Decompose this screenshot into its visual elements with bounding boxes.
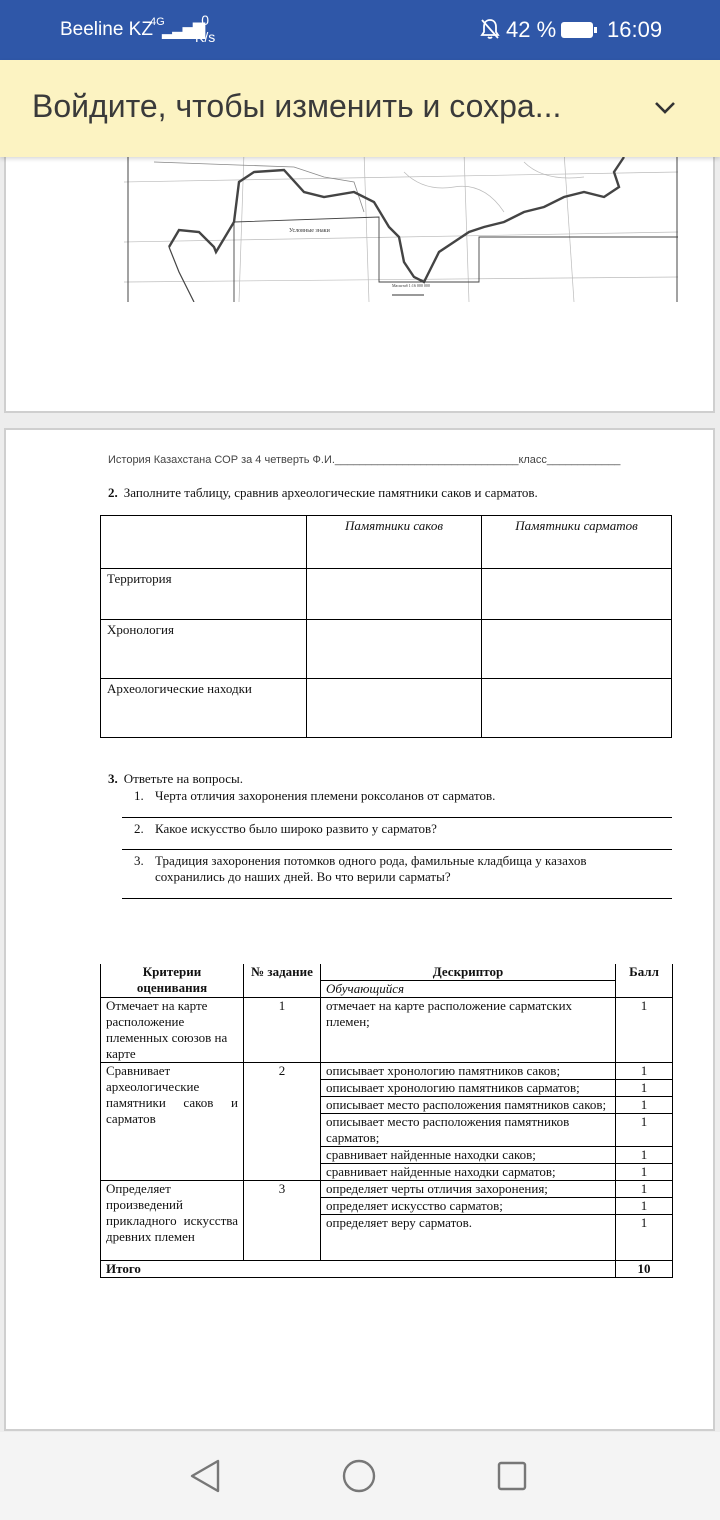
answer-line[interactable] bbox=[122, 817, 672, 818]
score-cell: 1 bbox=[616, 1215, 673, 1261]
table-cell[interactable] bbox=[482, 679, 672, 738]
table-header-empty bbox=[101, 516, 307, 569]
document-header: История Казахстана СОР за 4 четверть Ф.И.______________________________класс____________ bbox=[108, 454, 621, 466]
document-page-2 bbox=[4, 428, 715, 1431]
score-cell: 1 bbox=[616, 1198, 673, 1215]
header-score: Балл bbox=[616, 964, 673, 998]
descriptor-cell: сравнивает найденные находки сарматов; bbox=[321, 1164, 616, 1181]
descriptor-cell: определяет веру сарматов. bbox=[321, 1215, 616, 1261]
descriptor-cell: описывает место расположения памятников саков; bbox=[321, 1097, 616, 1114]
carrier-name: Beeline KZ bbox=[60, 19, 153, 40]
task-number: 1 bbox=[244, 998, 321, 1063]
answer-line[interactable] bbox=[122, 849, 672, 850]
header-task: № задание bbox=[244, 964, 321, 998]
table-cell[interactable] bbox=[307, 679, 482, 738]
score-cell: 1 bbox=[616, 1114, 673, 1147]
map-image bbox=[124, 152, 678, 302]
answer-line[interactable] bbox=[122, 898, 672, 899]
total-label: Итого bbox=[101, 1261, 616, 1278]
svg-text:Масштаб 1:16 000 000: Масштаб 1:16 000 000 bbox=[392, 283, 430, 288]
signal-icon: ▂▃▅▇ bbox=[162, 22, 204, 39]
header-criteria: Критерии оценивания bbox=[101, 964, 244, 998]
score-cell: 1 bbox=[616, 1097, 673, 1114]
header-descriptor-sub: Обучающийся bbox=[321, 981, 616, 998]
descriptor-cell: сравнивает найденные находки саков; bbox=[321, 1147, 616, 1164]
score-cell: 1 bbox=[616, 1181, 673, 1198]
total-score: 10 bbox=[616, 1261, 673, 1278]
comparison-table bbox=[100, 515, 672, 738]
navigation-bar bbox=[0, 1432, 720, 1520]
criteria-cell: Определяет произведений прикладного искусства древних племен bbox=[101, 1181, 244, 1261]
map-legend-label: Условные знаки bbox=[289, 228, 330, 234]
descriptor-cell: определяет искусство сарматов; bbox=[321, 1198, 616, 1215]
assessment-table bbox=[100, 964, 673, 1278]
clock: 16:09 bbox=[607, 17, 663, 42]
descriptor-cell: описывает хронологию памятников саков; bbox=[321, 1063, 616, 1080]
network-type: 4G bbox=[150, 16, 165, 28]
table-cell[interactable] bbox=[482, 569, 672, 620]
task-number: 3 bbox=[244, 1181, 321, 1261]
task-number: 2 bbox=[244, 1063, 321, 1181]
score-cell: 1 bbox=[616, 1080, 673, 1097]
network-speed: 0 K/s bbox=[195, 12, 216, 45]
descriptor-cell: описывает место расположения памятников сарматов; bbox=[321, 1114, 616, 1147]
header-descriptor: Дескриптор bbox=[321, 964, 616, 981]
criteria-cell: Сравнивает археологические памятники саков и сарматов bbox=[101, 1063, 244, 1181]
table-cell[interactable] bbox=[307, 569, 482, 620]
question-2: 2. Заполните таблицу, сравнив археологические памятники саков и сарматов. bbox=[108, 485, 538, 500]
battery-percent: 42 % bbox=[506, 17, 557, 42]
score-cell: 1 bbox=[616, 998, 673, 1063]
mute-bell-icon bbox=[480, 18, 500, 46]
table-row-label: Хронология bbox=[101, 620, 307, 679]
chevron-down-icon[interactable] bbox=[652, 94, 678, 120]
table-row-label: Археологические находки bbox=[101, 679, 307, 738]
descriptor-cell: определяет черты отличия захоронения; bbox=[321, 1181, 616, 1198]
table-cell[interactable] bbox=[482, 620, 672, 679]
sign-in-banner[interactable] bbox=[0, 60, 720, 157]
table-header-sarmatians: Памятники сарматов bbox=[482, 516, 672, 569]
criteria-cell: Отмечает на карте расположение племенных союзов на карте bbox=[101, 998, 244, 1063]
battery-icon bbox=[561, 22, 593, 38]
table-header-saks: Памятники саков bbox=[307, 516, 482, 569]
descriptor-cell: описывает хронологию памятников сарматов; bbox=[321, 1080, 616, 1097]
home-icon[interactable] bbox=[341, 1458, 377, 1494]
banner-text: Войдите, чтобы изменить и сохра... bbox=[32, 88, 562, 124]
table-cell[interactable] bbox=[307, 620, 482, 679]
score-cell: 1 bbox=[616, 1063, 673, 1080]
score-cell: 1 bbox=[616, 1147, 673, 1164]
question-3: 3. Ответьте на вопросы. 1. Черта отличия захоронения племени роксоланов от сарматов. 2. Какое искусство было широко развито у сарматов? 3. Традиция захоронения потомков одного рода, фамильные кладбища у казахов сохранились до наших дней. Во что верили сарматы? bbox=[108, 771, 678, 787]
table-row-label: Территория bbox=[101, 569, 307, 620]
back-icon[interactable] bbox=[188, 1458, 222, 1494]
status-bar bbox=[0, 0, 720, 60]
descriptor-cell: отмечает на карте расположение сарматских племен; bbox=[321, 998, 616, 1063]
recents-icon[interactable] bbox=[496, 1460, 528, 1492]
score-cell: 1 bbox=[616, 1164, 673, 1181]
document-page-1 bbox=[4, 150, 715, 413]
